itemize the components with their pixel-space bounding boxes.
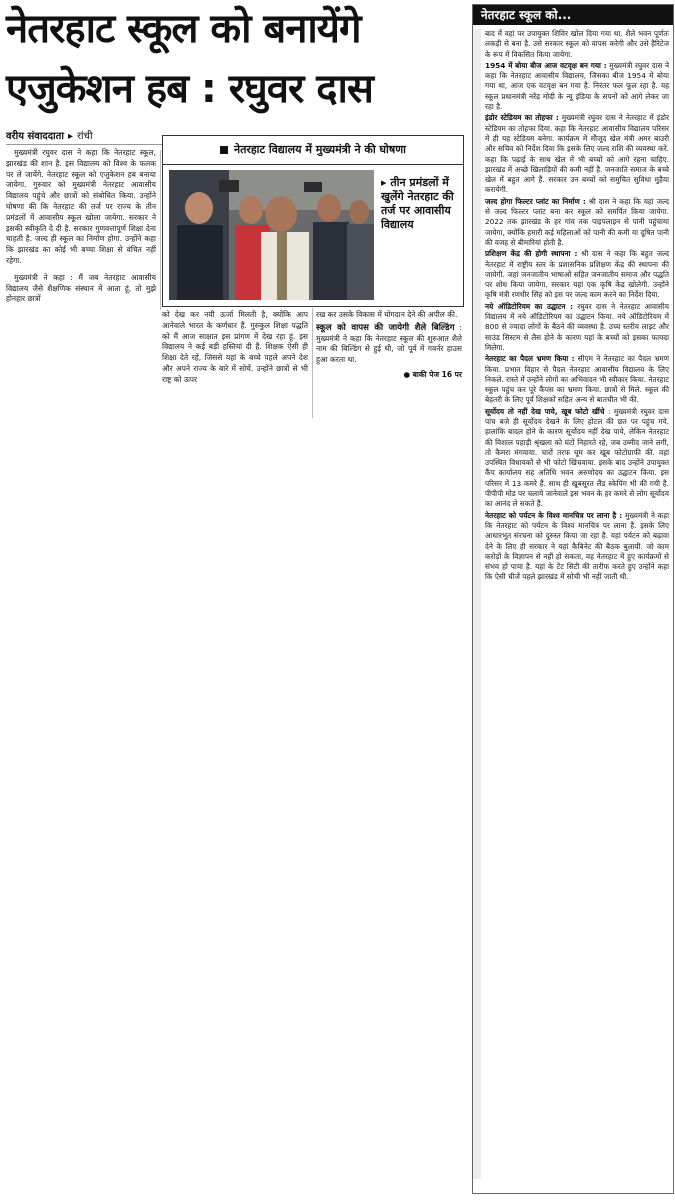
col1-paragraph-2: मुख्यमंत्री ने कहा : मैं जब नेतरहाट आवासीय विद्यालय जैसे शैक्षणिक संस्थान में आता हूं, तो मुझे होनहार छात्रों	[6, 272, 156, 304]
section-body: सीएम ने नेतरहाट का पैदल भ्रमण किया. प्रभात विहार से पैदल नेतरहाट आवासीय विद्यालय के लिए निकले. रास्ते में उन्होंने लोगों का अभिवादन भी स्वीकार किया. नेतरहाट स्कूल पहुंच कर पूरे कैंपस का भ्रमण किया. छात्रों से मिले. स्कूल की बेहतरी के लिए पूर्व शिक्षकों सहित अन्य से बातचीत भी की.	[485, 354, 669, 405]
section-head: नेतरहाट को पर्यटन के विश्व मानचित्र पर लाना है :	[485, 510, 623, 520]
byline-place: रांची	[76, 131, 93, 142]
photo-caption	[381, 176, 459, 232]
photo-caption-text: तीन प्रमंडलों में खुलेंगे नेतरहाट की तर्ज पर आवासीय विद्यालय	[381, 176, 454, 231]
section-body: श्री दास ने कहा कि यहां जल्द से जल्द फिल्टर प्लांट बना कर स्कूल को समर्पित किया जायेगा. 2022 तक झारखंड के हर गांव तक पाइपलाइन से पानी पहुंचाया जायेगा, क्योंकि हमारी कई महिलाओं को पानी की कमी या दूषित पानी की वजह से बीमारियां होती है.	[485, 196, 669, 247]
section-body: मुख्यमंत्री रघुवर दास ने कहा कि नेतरहाट आवासीय विद्यालय, जिसका बीज 1954 में बोया गया था, आज एक वटवृक्ष बन गया है. निरंतर फल फूल रहा है. यह स्कूल प्रधानमंत्री नरेंद्र मोदी के न्यू इंडिया के सपनों को आगे लेकर जा रहा है.	[485, 60, 670, 112]
sidebar-intro: बाद में वहां पर उपायुक्त शिविर खोल दिया गया था. शैले भवन पूर्णतः लकड़ी से बना है. उसे सरकार स्कूल को वापस करेगी और उसे हैरिटेज के रूप में विकसित किया जायेगा.	[485, 29, 669, 59]
section-head: इंडोर स्टेडियम का तोहफा :	[485, 113, 559, 123]
continued-on-page-link[interactable]: ● बाकी पेज 16 पर	[403, 369, 462, 379]
section-body: मुख्यमंत्री रघुवर दास ने नेतरहाट में इंडोर स्टेडियम का तोहफा दिया. कहा कि नेतरहाट आवासीय विद्यालय परिसर में ही यह स्टेडियम बनेगा. कार्यक्रम में मौजूद खेल मंत्री अमर बाउरी और सचिव को निर्देश दिया कि इसके लिए जल्द राशि की व्यवस्था करें. कहा कि पढ़ाई के साथ खेल में भी बच्चों को आगे रहना चाहिए. झारखंड में अच्छे खिलाड़ियों की कमी नहीं है. जनजाति समाज के बच्चे खेल में बहुत आगे हैं. सरकार उन बच्चों को समुचित सुविधा मुहैया करायेगी.	[485, 113, 669, 195]
caption-bullet-icon: ▸	[381, 176, 387, 189]
col3-subhead: स्कूल को वापस की जायेगी शैले बिल्डिंग	[316, 322, 455, 333]
photo-box	[162, 135, 464, 307]
sidebar-article	[472, 4, 674, 1194]
col3-paragraph-2: : मुख्यमंत्री ने कहा कि नेतरहाट स्कूल की शुरुआत शैले नाम की बिल्डिंग से हुई थी, जो पूर्व में गवर्नर हाउस हुआ करता था.	[316, 322, 462, 365]
section-body: : मुख्यमंत्री रघुवर दास पांच बजे ही सूर्योदय देखने के लिए होटल की छत पर पहुंच गये. हालांकि बादल होने के कारण सूर्योदय नहीं देख पाये, लेकिन नेतरहाट की विशाल पहाड़ी श्रृंखला को घंटों निहारते रहे, जब उम्मीद जाने लगी, तो कैमरा मंगवाया. चारों तरफ घूम कर खूब फोटोग्राफी की. वहां उपस्थित विधायकों से भी फोटो खिंचवाया. इसके बाद उन्होंने उपायुक्त कैंप कार्यालय सह अतिथि भवन अरुणोदय का उद्घाटन किया. इस परिसर में 13 कमरे हैं. साथ ही खूबसूरत लैंड स्केपिंग भी की गयी है. पीपीपी मोड पर चलाये जानेवाले इस भवन के हर कमरे से लोग सूर्योदय का आनंद ले सकते हैं.	[485, 406, 670, 509]
col1-paragraph-1: मुख्यमंत्री रघुवर दास ने कहा कि नेतरहाट स्कूल, झारखंड की शान है. इस विद्यालय को विश्व के फलक पर ले जायेंगे. नेतरहाट स्कूल को एजुकेशन हब बनाया जायेगा. गुरुवार को मुख्यमंत्री नेतरहाट आवासीय विद्यालय पहुंचे और छात्रों को संबोधित किया. उन्होंने घोषणा की कि नेतरहाट की तर्ज पर राज्य के तीन प्रमंडलों में आवासीय स्कूल खोला जायेगा. सरकार ने इसकी स्वीकृति दे दी है. सरकार गुणवत्तापूर्ण शिक्षा देना चाहती है. जल्द ही स्कूल का निर्माण होगा. उन्होंने कहा कि झारखंड का कोई भी बच्चा शिक्षा से वंचित नहीं रहेगा.	[6, 148, 156, 265]
section-head: 1954 में बोया बीज आज वटवृक्ष बन गया :	[485, 60, 607, 70]
sidebar-strip	[473, 29, 481, 1179]
article-column-2	[162, 310, 308, 386]
event-photo-image	[169, 170, 374, 300]
column-divider	[312, 308, 313, 418]
section-body: मुख्यमंत्री ने कहा कि नेतरहाट को पर्यटन के विश्व मानचित्र पर लाना है. इसके लिए आधारभूत संरचना को दुरुस्त किया जा रहा है. यहां पर्यटन को बढ़ावा देने के लिए ही सरकार ने यहां कैबिनेट की बैठक बुलायी. जो काम करोड़ों के विज्ञापन से नहीं हो सकता, वह नेतरहाट में हुए कार्यक्रमों से संभव हो पाया है. यहां के टेंट सिटी की तारीफ करते हुए उन्होंने कहा कि ऐसी चीजें पहले झारखंड में सोची भी नहीं जाती थी.	[485, 510, 670, 582]
byline-separator: ▸	[67, 131, 73, 142]
section-body: श्री दास ने कहा कि बहुत जल्द नेतरहाट में राष्ट्रीय स्तर के प्रशासनिक प्रशिक्षण केंद्र की स्थापना की जायेगी. जहां जनजातीय भाषाओं सहित जनजातीय समाज और पद्धति पर शोध किया जायेगा. सरकार यहां एक कृषि केंद्र खोलेगी. उन्होंने कृषि मंत्री रणधीर सिंह को इस पर जल्द काम करने का निर्देश दिया.	[485, 249, 669, 300]
byline-reporter: वरीय संवाददाता	[6, 131, 64, 142]
section-head: सूर्योदय तो नहीं देख पाये, खूब फोटो खींचे	[485, 406, 605, 416]
article-column-1	[6, 148, 156, 305]
section-head: जल्द होगा फिल्टर प्लांट का निर्माण :	[485, 196, 586, 206]
section-head: नेतरहाट का पैदल भ्रमण किया :	[485, 354, 575, 364]
sidebar-header: नेतरहाट स्कूल को...	[473, 5, 673, 25]
sidebar-body	[485, 29, 669, 584]
event-photo	[169, 170, 374, 300]
col3-paragraph-1: रख कर उसके विकास में योगदान देने की अपील की.	[316, 310, 458, 319]
article-column-3	[316, 310, 462, 381]
col2-paragraph-1: को देख कर नयी ऊर्जा मिलती है, क्योंकि आप आनेवाले भारत के कर्णधार हैं. गुरुकुल शिक्षा पद्धति को मैं आज साक्षात इस प्रांगण में देख रहा हूं. इस विद्यालय ने कई बड़ी हस्तियां दी हैं. शिक्षक ऐसी ही शिक्षा देते रहें, जिससे यहां के बच्चे पहले अपने देश और अपने राज्य के बारे में सोचें. उन्होंने छात्रों से भी राष्ट्र को ऊपर	[162, 310, 308, 384]
column-divider	[160, 150, 161, 310]
section-head: प्रशिक्षण केंद्र की होगी स्थापना :	[485, 249, 578, 259]
section-body: रघुवर दास ने नेतरहाट आवासीय विद्यालय में नये ऑडिटोरियम का उद्घाटन किया. नये ऑडिटोरियम में 800 से ज्यादा लोगों के बैठने की व्यवस्था है. उच्च स्तरीय लाइट और साउंड सिस्टम से लैस होने के कारण यहां के बच्चों को इसका फायदा मिलेगा.	[485, 301, 669, 352]
photo-box-title: नेतरहाट विद्यालय में मुख्यमंत्री ने की घोषणा	[163, 136, 463, 165]
headline-line-1: नेतरहाट स्कूल को बनायेंगे	[6, 6, 361, 52]
section-head: नये ऑडिटोरियम का उद्घाटन :	[485, 301, 573, 311]
headline-line-2: एजुकेशन हब : रघुवर दास	[6, 66, 373, 112]
